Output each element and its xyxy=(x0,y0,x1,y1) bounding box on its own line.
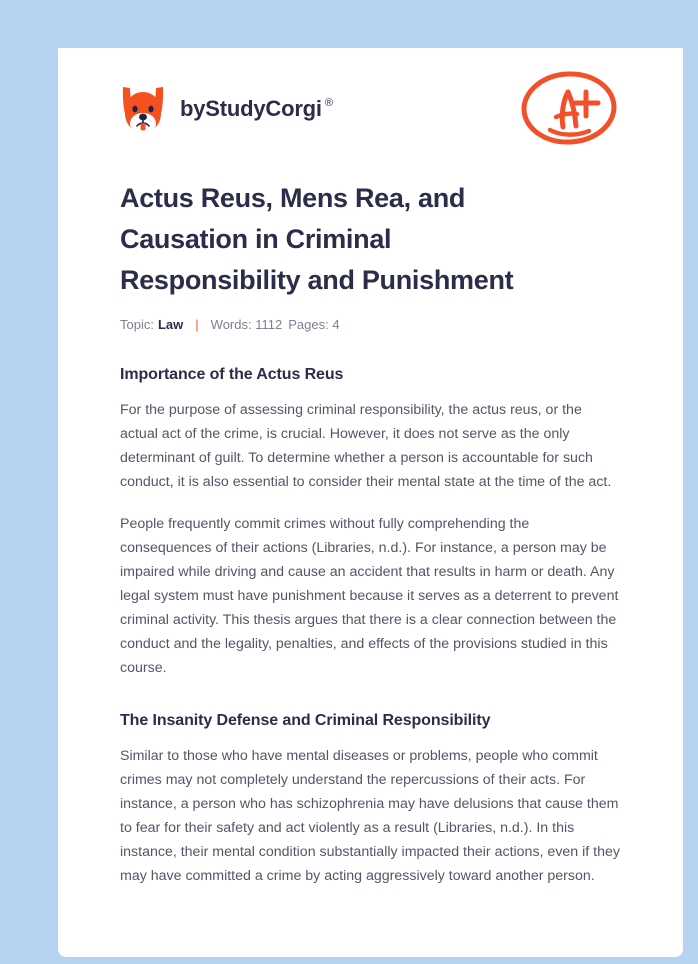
document-body xyxy=(120,366,621,918)
corgi-head-icon xyxy=(120,84,166,134)
page-title: Actus Reus, Mens Rea, and Causation in Criminal Responsibility and Punishment xyxy=(120,183,514,295)
meta-separator: | xyxy=(195,317,199,332)
paragraph: For the purpose of assessing criminal responsibility, the actus reus, or the actual act of the crime, is crucial. However, it does not serve as the only determinant of guilt. To determine whether a person is accountable for such conduct, it is also essential to consider their mental state at the time of the act. xyxy=(120,402,612,490)
meta-pages xyxy=(288,317,339,332)
document-sheet xyxy=(58,48,683,957)
section-heading: The Insanity Defense and Criminal Responsibility xyxy=(120,712,491,729)
document-header xyxy=(120,48,621,152)
meta-topic-label: Topic: xyxy=(120,317,154,332)
meta-words-value: 1112 xyxy=(255,317,283,332)
brand-wordmark xyxy=(180,96,333,122)
brand-name: StudyCorgi xyxy=(205,96,322,121)
meta-topic-value[interactable]: Law xyxy=(157,317,184,332)
paragraph: People frequently commit crimes without fully comprehending the consequences of their actions (Libraries, n.d.). For instance, a person may be impaired while driving and cause an accident that results in harm or death. Any legal system must have punishment because it serves as a deterrent to prevent criminal activity. This thesis argues that there is a clear connection between the conduct and the legality, penalties, and effects of the provisions studied in this course. xyxy=(120,516,619,676)
meta-pages-value: 4 xyxy=(332,317,340,332)
meta-words-label: Words: xyxy=(210,317,252,332)
meta-pages-label: Pages: xyxy=(288,317,329,332)
studycorgi-brand[interactable] xyxy=(120,84,333,134)
registered-trademark-icon: ® xyxy=(324,97,333,109)
a-plus-grade-icon xyxy=(517,67,621,151)
paragraph: Similar to those who have mental diseases or problems, people who commit crimes may not completely understand the repercussions of their acts. For instance, a person who has schizophrenia may have delusions that cause them to fear for their safety and act violently as a result (Libraries, n.d.). In this instance, their mental condition substantially impacted their actions, even if they may have committed a crime by acting aggressively toward another person. xyxy=(120,748,620,884)
section-heading: Importance of the Actus Reus xyxy=(120,366,344,383)
document-meta xyxy=(120,317,621,332)
meta-words xyxy=(211,317,283,332)
brand-prefix: by xyxy=(180,96,206,121)
